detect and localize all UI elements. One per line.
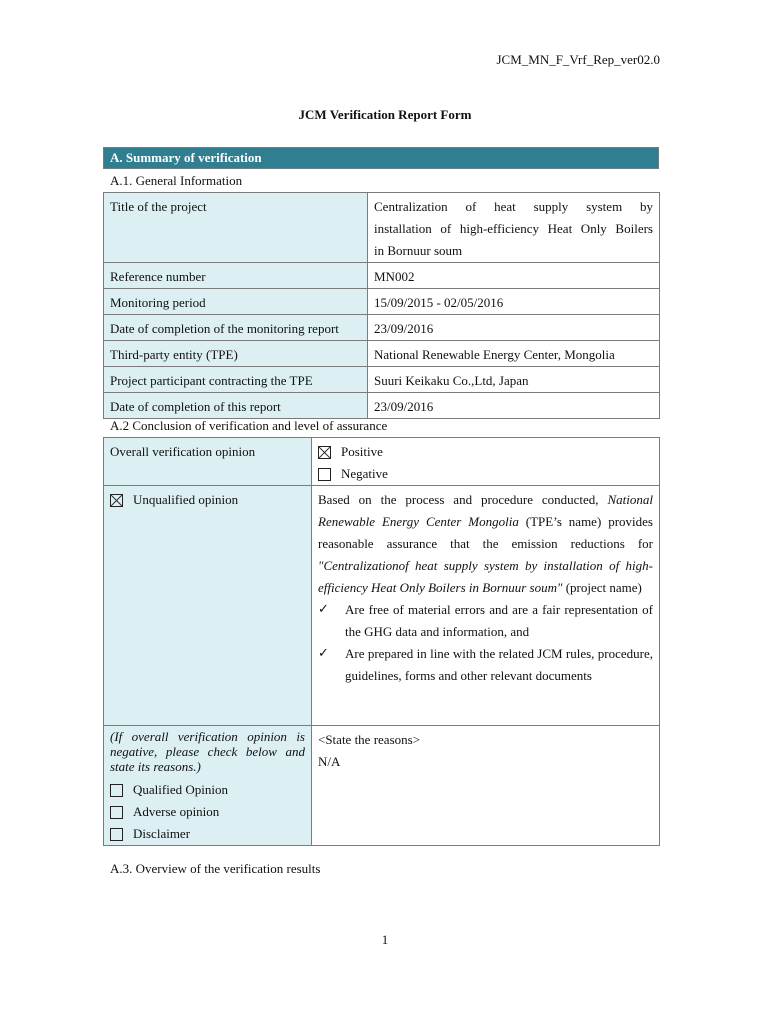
row-value: 23/09/2016 bbox=[368, 393, 660, 419]
negative-opinion-note: (If overall verification opinion is negative, please check below and state its reasons.) bbox=[110, 729, 305, 774]
row-value: Suuri Keikaku Co.,Ltd, Japan bbox=[368, 367, 660, 393]
table-row bbox=[104, 341, 660, 367]
a3-heading: A.3. Overview of the verification results bbox=[110, 861, 321, 876]
table-row bbox=[104, 726, 660, 846]
row-value: MN002 bbox=[368, 263, 660, 289]
project-title-line: in Bornuur soum bbox=[374, 243, 463, 258]
negative-label: Negative bbox=[341, 466, 388, 481]
bullet-text: Are free of material errors and are a fair representation of the GHG data and information, and bbox=[345, 602, 653, 639]
tpe-name: National Renewable Energy Center Mongolia bbox=[318, 492, 653, 529]
row-value: 15/09/2015 - 02/05/2016 bbox=[368, 289, 660, 315]
adverse-checkbox[interactable] bbox=[110, 806, 123, 819]
disclaimer-checkbox[interactable] bbox=[110, 828, 123, 841]
row-label: Third-party entity (TPE) bbox=[104, 341, 368, 367]
assurance-statement bbox=[312, 486, 660, 726]
statement-bullet bbox=[318, 643, 653, 687]
conclusion-table bbox=[103, 437, 660, 846]
reasons-placeholder: <State the reasons> bbox=[318, 732, 421, 747]
table-row bbox=[104, 367, 660, 393]
reasons-cell bbox=[312, 726, 660, 846]
row-label: Project participant contracting the TPE bbox=[104, 367, 368, 393]
positive-option[interactable] bbox=[318, 441, 653, 463]
table-row bbox=[104, 315, 660, 341]
row-label: Title of the project bbox=[104, 193, 368, 263]
table-row bbox=[104, 393, 660, 419]
reasons-value: N/A bbox=[318, 754, 341, 769]
unqualified-label: Unqualified opinion bbox=[133, 492, 239, 507]
row-value: 23/09/2016 bbox=[368, 315, 660, 341]
table-row bbox=[104, 486, 660, 726]
positive-label: Positive bbox=[341, 444, 383, 459]
project-name: "Centralizationof heat supply system by installation of high-efficiency Heat Only Boilers in Bornuur soum" bbox=[318, 558, 653, 595]
form-title: JCM Verification Report Form bbox=[298, 107, 472, 122]
document-code: JCM_MN_F_Vrf_Rep_ver02.0 bbox=[496, 52, 660, 67]
unqualified-option[interactable] bbox=[110, 489, 305, 511]
qualified-label: Qualified Opinion bbox=[133, 782, 228, 797]
unqualified-cell bbox=[104, 486, 312, 726]
qualified-checkbox[interactable] bbox=[110, 784, 123, 797]
negative-checkbox[interactable] bbox=[318, 468, 331, 481]
table-row bbox=[104, 289, 660, 315]
negative-opinion-cell bbox=[104, 726, 312, 846]
unqualified-checkbox[interactable] bbox=[110, 494, 123, 507]
row-label: Date of completion of this report bbox=[104, 393, 368, 419]
a2-heading: A.2 Conclusion of verification and level of assurance bbox=[110, 418, 388, 433]
bullet-text: Are prepared in line with the related JCM rules, procedure, guidelines, forms and other relevant documents bbox=[345, 646, 653, 683]
row-label: Reference number bbox=[104, 263, 368, 289]
table-row bbox=[104, 263, 660, 289]
disclaimer-option[interactable] bbox=[110, 823, 305, 845]
row-label: Monitoring period bbox=[104, 289, 368, 315]
checkmark-icon: ✓ bbox=[318, 602, 329, 617]
row-value: National Renewable Energy Center, Mongolia bbox=[368, 341, 660, 367]
negative-option[interactable] bbox=[318, 463, 653, 485]
statement-mid: (TPE’s name) provides reasonable assurance that the emission reductions for bbox=[318, 514, 653, 551]
disclaimer-label: Disclaimer bbox=[133, 826, 191, 841]
table-row bbox=[104, 438, 660, 486]
row-label: Date of completion of the monitoring report bbox=[104, 315, 368, 341]
statement-start: Based on the process and procedure conducted, bbox=[318, 492, 608, 507]
project-title-line: installation of high-efficiency Heat Only Boilers bbox=[374, 221, 653, 236]
qualified-option[interactable] bbox=[110, 779, 305, 801]
statement-paragraph bbox=[318, 489, 653, 599]
adverse-option[interactable] bbox=[110, 801, 305, 823]
a1-heading: A.1. General Information bbox=[110, 173, 243, 188]
checkmark-icon: ✓ bbox=[318, 646, 329, 661]
overall-opinion-options bbox=[312, 438, 660, 486]
row-value bbox=[368, 193, 660, 263]
statement-bullet bbox=[318, 599, 653, 643]
project-title-line: Centralization of heat supply system by bbox=[374, 199, 653, 214]
overall-opinion-label: Overall verification opinion bbox=[104, 438, 312, 486]
page-number: 1 bbox=[381, 932, 389, 947]
table-row bbox=[104, 193, 660, 263]
section-a-heading: A. Summary of verification bbox=[103, 147, 659, 169]
adverse-label: Adverse opinion bbox=[133, 804, 220, 819]
statement-end: (project name) bbox=[562, 580, 642, 595]
positive-checkbox[interactable] bbox=[318, 446, 331, 459]
general-information-table bbox=[103, 192, 660, 419]
